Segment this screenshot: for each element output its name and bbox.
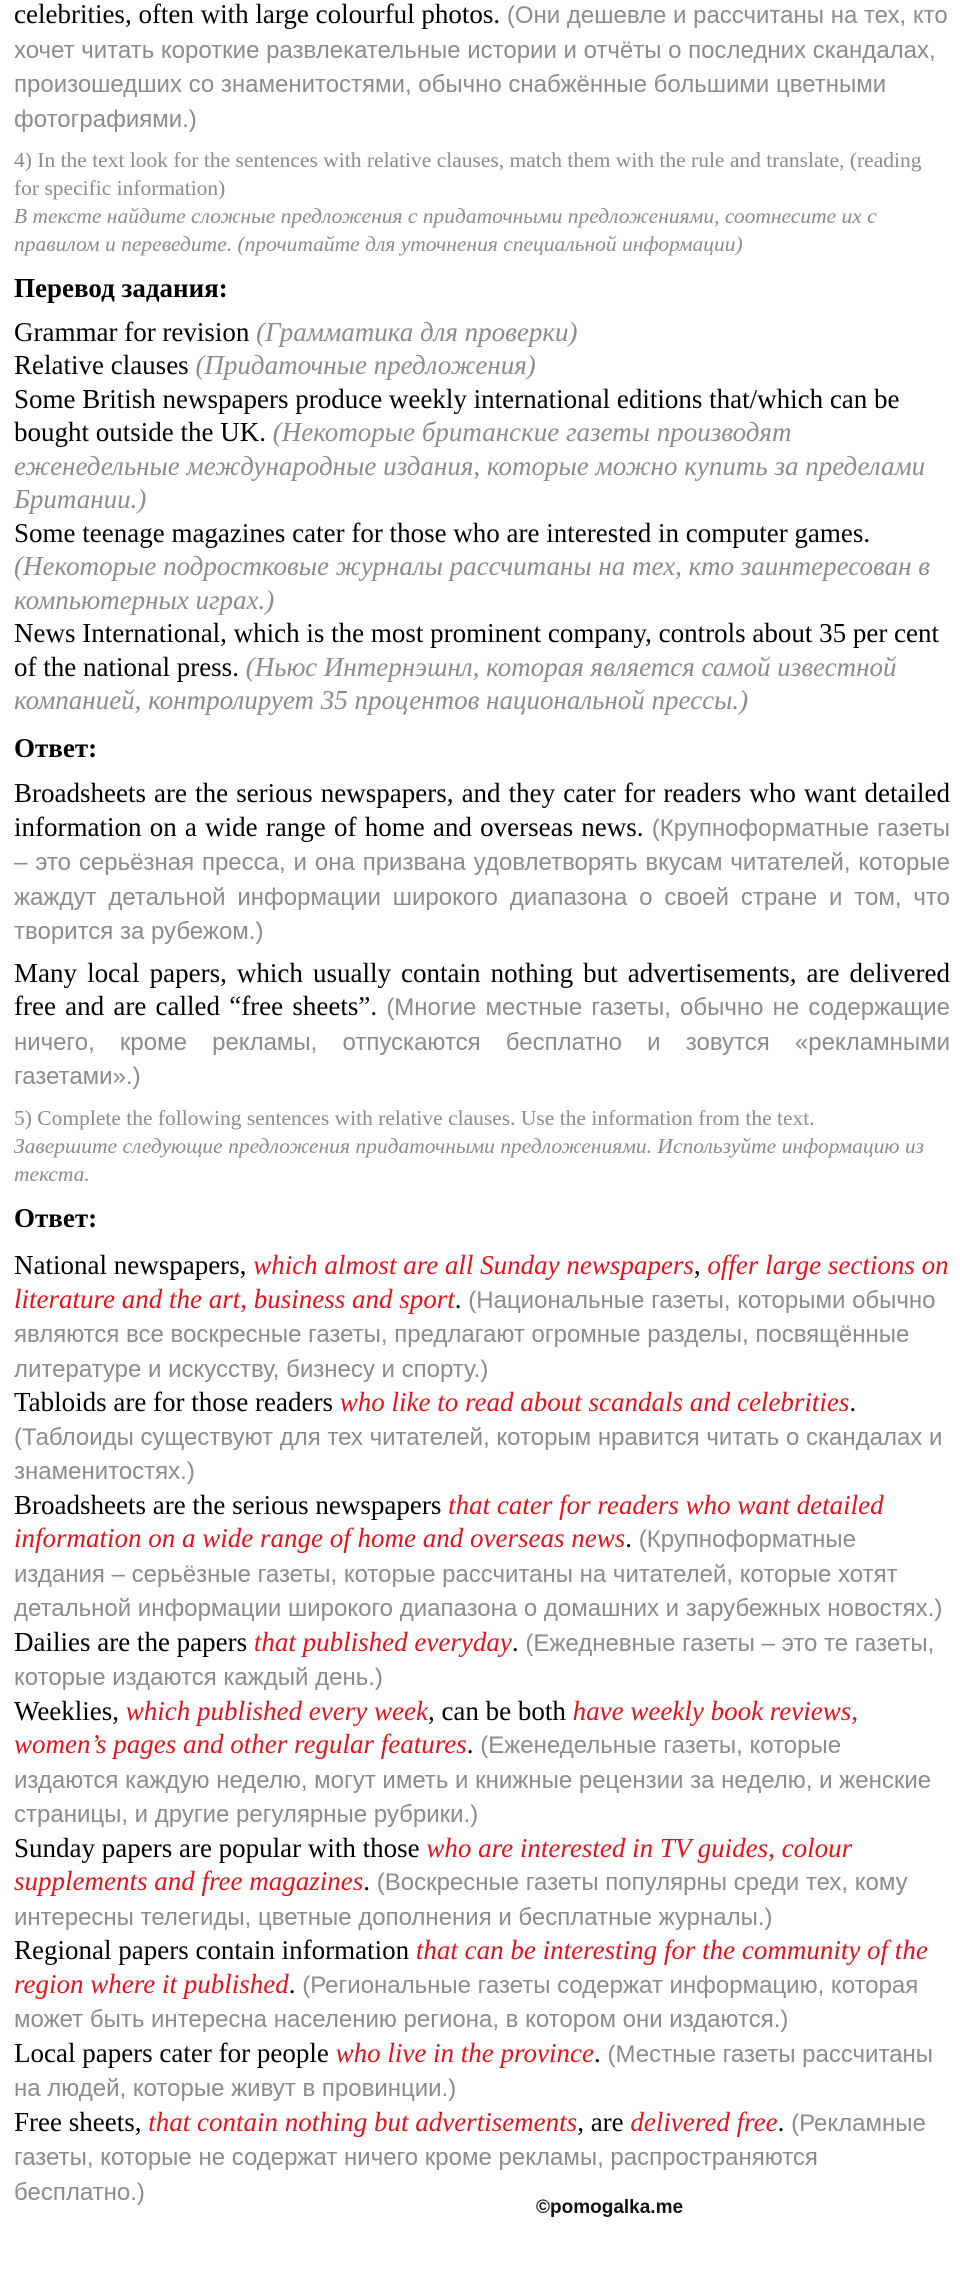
translation-line bbox=[14, 349, 950, 383]
sentence-text: Local papers cater for people bbox=[14, 2037, 336, 2068]
sentence-text: Tabloids are for those readers bbox=[14, 1387, 340, 1417]
answer-en: Many local papers, which usually contain nothing but advertisements, are delivered free and are called “free sheets”. bbox=[14, 957, 950, 1021]
answers-list bbox=[14, 1249, 950, 2209]
answer-translation: (Воскресные газеты популярны среди тех, кому интересны телегиды, цветные дополнения и бесплатные журналы.) bbox=[14, 1869, 908, 1931]
answer-ru: (Многие местные газеты, обычно не содержащие ничего, кроме рекламы, отпускаются бесплатно и зовутся «рекламными газетами».) bbox=[14, 994, 951, 1090]
sentence-text: . bbox=[466, 1729, 481, 1759]
task4-block bbox=[14, 146, 950, 258]
task5-ru: Завершите следующие предложения придаточными предложениями. Используйте информацию из текста. bbox=[14, 1133, 925, 1186]
translation-ru: (Ньюс Интернэшнл, которая является самой известной компанией, контролирует 35 процентов национальной прессы.) bbox=[14, 651, 897, 715]
answer-sentence bbox=[14, 1695, 950, 1832]
sentence-text: , bbox=[693, 1250, 708, 1280]
sentence-text: . bbox=[594, 2037, 608, 2068]
answer-heading-1: Ответ: bbox=[14, 732, 98, 763]
sentence-text: Weeklies, bbox=[14, 1695, 126, 1726]
task4-en: 4) In the text look for the sentences with relative clauses, match them with the rule and translate, (reading for specific information) bbox=[14, 148, 922, 200]
answer-highlight: have weekly book reviews, women’s pages and other regular features bbox=[14, 1695, 859, 1759]
translation-line bbox=[14, 383, 950, 517]
translation-en: News International, which is the most prominent company, controls about 35 per cent of the national press. bbox=[14, 618, 940, 682]
document-page bbox=[14, 0, 950, 2209]
answer-highlight: who like to read about scandals and celebrities bbox=[339, 1387, 850, 1417]
answer-sentence bbox=[14, 2037, 950, 2106]
task5-block bbox=[14, 1104, 950, 1188]
answer-paragraph bbox=[14, 957, 950, 1094]
sentence-text: . bbox=[777, 2106, 792, 2137]
answer-highlight: which almost are all Sunday newspapers bbox=[253, 1250, 694, 1280]
answer-highlight: who are interested in TV guides, colour supplements and free magazines bbox=[14, 1832, 853, 1896]
answer-highlight: that contain nothing but advertisements bbox=[148, 2106, 578, 2137]
answer-sentence bbox=[14, 2106, 950, 2210]
task5-en: 5) Complete the following sentences with relative clauses. Use the information from the text. bbox=[14, 1105, 815, 1130]
answer-translation: (Местные газеты рассчитаны на людей, которые живут в провинции.) bbox=[14, 2040, 934, 2102]
sentence-text: , can be both bbox=[427, 1695, 573, 1726]
translation-ru: (Некоторые подростковые журналы рассчитаны на тех, кто заинтересован в компьютерных играх.) bbox=[14, 551, 930, 615]
translation-line bbox=[14, 316, 950, 350]
answer-translation: (Региональные газеты содержат информацию, которая может быть интересна населению региона, в котором они издаются.) bbox=[14, 1971, 919, 2033]
answer-sentence bbox=[14, 1934, 950, 2037]
sentence-text: . bbox=[511, 1626, 526, 1657]
answer-paragraph bbox=[14, 777, 950, 949]
answer-translation: (Еженедельные газеты, которые издаются каждую неделю, могут иметь и книжные рецензии за неделю, и женские страницы, и другие регулярные рубрики.) bbox=[14, 1732, 932, 1828]
answer-translation: (Ежедневные газеты – это те газеты, которые издаются каждый день.) bbox=[14, 1629, 935, 1691]
answer-translation: (Крупноформатные издания – серьёзные газеты, которые рассчитаны на читателей, которые хотят детальной информации широкого диапазона о домашних и зарубежных новостях.) bbox=[14, 1526, 943, 1622]
answer-sentence bbox=[14, 1249, 950, 1386]
translation-heading: Перевод задания: bbox=[14, 273, 228, 303]
answer-sentence bbox=[14, 1626, 950, 1695]
translation-en: Some British newspapers produce weekly international editions that/which can be bought outside the UK. bbox=[14, 383, 900, 447]
answer-heading-2: Ответ: bbox=[14, 1202, 98, 1233]
translation-ru: (Придаточные предложения) bbox=[195, 350, 536, 380]
sentence-text: National newspapers, bbox=[14, 1250, 254, 1280]
translation-block bbox=[14, 316, 950, 718]
answer-sentence bbox=[14, 1489, 950, 1626]
sentence-text: . bbox=[363, 1866, 377, 1896]
answer-translation: (Национальные газеты, которыми обычно являются все воскресные газеты, предлагают огромные разделы, посвящённые литературе и искусству, бизнесу и спорту.) bbox=[14, 1286, 936, 1383]
answer-highlight: that cater for readers who want detailed information on a wide range of home and overseas news bbox=[14, 1489, 884, 1553]
translation-line bbox=[14, 517, 950, 618]
translation-line bbox=[14, 617, 950, 718]
answer-highlight: delivered free bbox=[630, 2106, 778, 2137]
answer-highlight: who live in the province bbox=[335, 2037, 595, 2068]
sentence-text: . bbox=[849, 1387, 857, 1417]
sentence-text: Regional papers contain information bbox=[14, 1935, 416, 1965]
translation-en: Relative clauses bbox=[14, 350, 189, 380]
intro-ru: (Они дешевле и рассчитаны на тех, кто хочет читать короткие развлекательные истории и отчёты о последних скандалах, произошедших со знаменитостями, обычно снабжённые большими цветными фотографиями.) bbox=[14, 2, 948, 133]
task4-ru: В тексте найдите сложные предложения с придаточными предложениями, соотнесите их с правилом и переведите. (прочитайте для уточнения специальной информации) bbox=[14, 204, 877, 256]
answer-highlight: that published everyday bbox=[253, 1626, 512, 1657]
sentence-text: Free sheets, bbox=[14, 2106, 149, 2137]
answer-en: Broadsheets are the serious newspapers, and they cater for readers who want detailed information on a wide range of home and overseas news. bbox=[14, 778, 950, 842]
answer-highlight: which published every week bbox=[125, 1695, 428, 1726]
answer-sentence bbox=[14, 1832, 950, 1935]
sentence-text: . bbox=[454, 1283, 469, 1314]
sentence-text: Sunday papers are popular with those bbox=[14, 1832, 427, 1863]
translation-ru: (Грамматика для проверки) bbox=[256, 316, 578, 347]
answer-ru: (Крупноформатные газеты – это серьёзная пресса, и она призвана удовлетворять вкусам читателей, которые жаждут детальной информации широкого диапазона о своей стране и том, что творится за рубежом.) bbox=[14, 814, 951, 945]
sentence-text: . bbox=[625, 1523, 639, 1553]
answer-sentence bbox=[14, 1386, 950, 1489]
translation-ru: (Некоторые британские газеты производят еженедельные международные издания, которые можно купить за пределами Британии.) bbox=[14, 417, 926, 514]
answer-translation: (Рекламные газеты, которые не содержат ничего кроме рекламы, распространяются бесплатно.) bbox=[14, 2109, 926, 2206]
answer-highlight: that can be interesting for the community of the region where it published bbox=[14, 1935, 928, 1999]
intro-paragraph bbox=[14, 0, 950, 136]
translation-en: Grammar for revision bbox=[14, 316, 250, 347]
sentence-text: Dailies are the papers bbox=[14, 1626, 254, 1657]
watermark: ©pomogalka.me bbox=[536, 2197, 684, 2218]
sentence-text: Broadsheets are the serious newspapers bbox=[14, 1489, 449, 1520]
answer-translation: (Таблоиды существуют для тех читателей, которым нравится читать о скандалах и знаменитостях.) bbox=[14, 1423, 943, 1485]
answer-highlight: offer large sections on literature and the art, business and sport bbox=[14, 1250, 949, 1314]
sentence-text: . bbox=[288, 1968, 303, 1999]
intro-en: celebrities, often with large colourful photos. bbox=[14, 0, 501, 29]
sentence-text: , are bbox=[577, 2106, 631, 2137]
translation-en: Some teenage magazines cater for those who are interested in computer games. bbox=[14, 517, 871, 548]
